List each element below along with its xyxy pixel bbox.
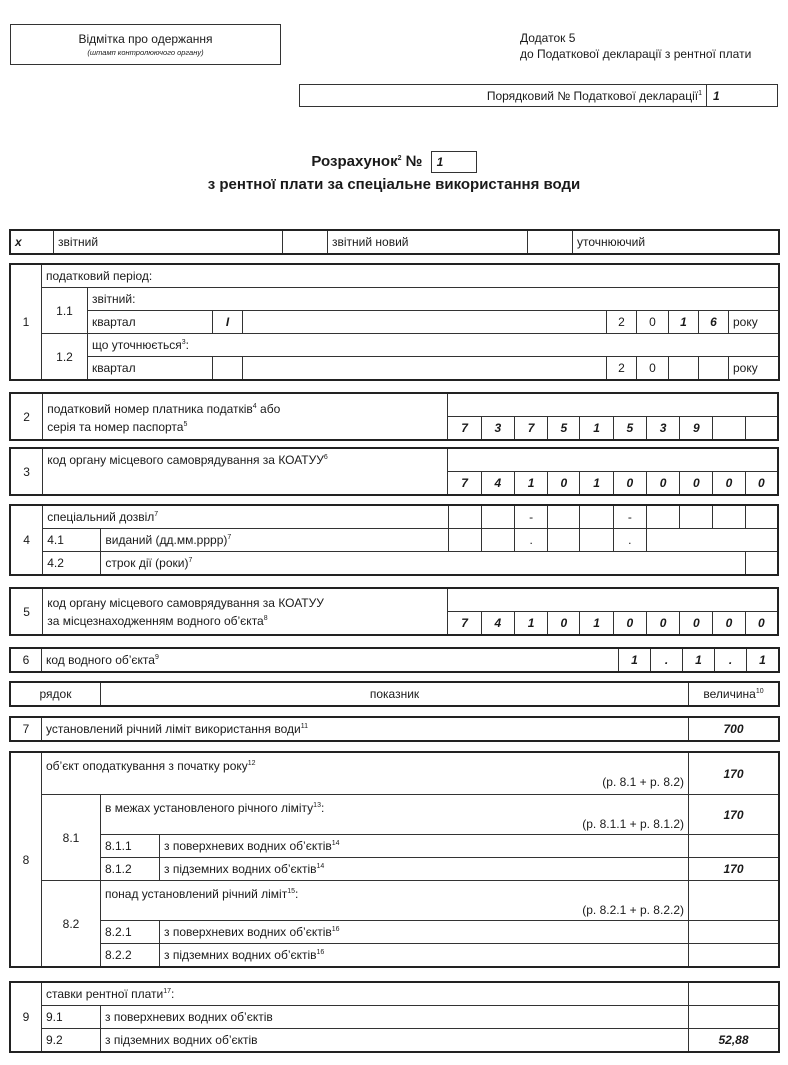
row6-num: 6 — [11, 649, 42, 672]
row92-num: 9.2 — [42, 1029, 101, 1052]
row2-num: 2 — [11, 394, 43, 440]
row7-num: 7 — [11, 718, 42, 741]
type-mark-reporting-new[interactable] — [283, 231, 328, 254]
row2-digit[interactable]: 7 — [514, 417, 547, 440]
row5-num: 5 — [11, 589, 43, 635]
row3-num: 3 — [11, 449, 43, 495]
row822-value[interactable] — [689, 944, 779, 967]
row41-blank — [646, 529, 777, 552]
row4-permit-table — [10, 505, 778, 575]
row12-num: 1.2 — [42, 334, 88, 380]
row811-value[interactable] — [689, 835, 779, 858]
row5-digit[interactable]: 0 — [745, 612, 777, 635]
row1-num: 1 — [11, 265, 42, 380]
header-value: величина$^{10}$ — [689, 683, 779, 706]
row5-digit[interactable]: 4 — [481, 612, 514, 635]
row2-tax-number-table — [10, 393, 778, 440]
row91-label: з поверхневих водних об’єктів — [101, 1006, 689, 1029]
row6-label: код водного об’єкта$^9$ — [42, 649, 619, 672]
row12-blank — [243, 357, 607, 380]
row8-label: об’єкт оподаткування з початку року$^{12}$ (р. 8.1 + р. 8.2) — [42, 753, 689, 795]
row12-label: що уточнюється$^3$: — [88, 334, 779, 357]
row2-digit[interactable]: 5 — [613, 417, 646, 440]
indicator-header-table — [10, 682, 779, 706]
row5-digit[interactable]: 0 — [680, 612, 713, 635]
row3-digit[interactable]: 0 — [713, 472, 745, 495]
row12-quarter-label: квартал — [88, 357, 213, 380]
row1-tax-period-table — [10, 264, 779, 380]
stamp-title: Відмітка про одержання — [78, 32, 213, 46]
header-indicator: показник — [101, 683, 689, 706]
row91-value[interactable] — [689, 1006, 779, 1029]
row81-label: в межах установленого річного ліміту$^{13}$: (р. 8.1.1 + р. 8.1.2) — [101, 795, 689, 835]
row4-cell[interactable] — [713, 506, 745, 529]
row4-cell[interactable] — [548, 506, 580, 529]
row42-num: 4.2 — [43, 552, 101, 575]
row821-num: 8.2.1 — [101, 921, 160, 944]
declaration-ordinal-box — [299, 84, 778, 107]
row41-cell[interactable] — [580, 529, 613, 552]
row11-year-digit[interactable]: 6 — [699, 311, 729, 334]
row12-year-label: року — [729, 357, 779, 380]
row41-cell[interactable] — [548, 529, 580, 552]
row41-label: виданий (дд.мм.рррр)$^7$ — [101, 529, 448, 552]
row82-label: понад установлений річний ліміт$^{15}$: (р. 8.2.1 + р. 8.2.2) — [101, 881, 689, 921]
row4-label: спеціальний дозвіл$^7$ — [43, 506, 448, 529]
row9-value — [689, 983, 779, 1006]
row1-label: податковий період: — [42, 265, 779, 288]
header-row: рядок — [11, 683, 101, 706]
row7-label: установлений річний ліміт використання води$^{11}$ — [42, 718, 689, 741]
row8-tax-object-table — [10, 752, 779, 967]
stamp-subtitle: (штамп контролюючого органу) — [87, 48, 204, 57]
row4-cell[interactable] — [448, 506, 481, 529]
receipt-stamp-box — [10, 24, 281, 65]
row82-value[interactable] — [689, 881, 779, 921]
row7-value[interactable]: 700 — [689, 718, 779, 741]
row12-year-digit[interactable] — [699, 357, 729, 380]
row5-digit[interactable]: 1 — [580, 612, 613, 635]
row41-cell[interactable] — [481, 529, 514, 552]
row6-code-cell[interactable]: 1 — [747, 649, 779, 672]
row4-cell[interactable] — [580, 506, 613, 529]
row11-blank — [243, 311, 607, 334]
row81-formula: (р. 8.1.1 + р. 8.1.2) — [582, 817, 684, 831]
row821-label: з поверхневих водних об’єктів$^{16}$ — [160, 921, 689, 944]
row4-cell[interactable] — [745, 506, 777, 529]
row5-label: код органу місцевого самоврядування за КОАТУУ за місцезнаходженням водного об’єкта$^8$ — [43, 589, 448, 635]
row4-cell[interactable] — [680, 506, 713, 529]
row11-year-digit[interactable]: 0 — [637, 311, 669, 334]
row3-digit[interactable]: 4 — [481, 472, 514, 495]
row12-year-digit[interactable]: 0 — [637, 357, 669, 380]
type-reporting-label: звітний — [54, 231, 283, 254]
row6-code-cell[interactable]: . — [651, 649, 683, 672]
row11-num: 1.1 — [42, 288, 88, 334]
row9-label: ставки рентної плати$^{17}$: — [42, 983, 689, 1006]
row5-koatuu-water-table — [10, 588, 778, 635]
row92-label: з підземних водних об’єктів — [101, 1029, 689, 1052]
row5-digit[interactable]: 0 — [646, 612, 679, 635]
row11-label: звітний: — [88, 288, 779, 311]
row812-label: з підземних водних об’єктів$^{14}$ — [160, 858, 689, 881]
row822-label: з підземних водних об’єктів$^{16}$ — [160, 944, 689, 967]
ordinal-value[interactable]: 1 — [706, 85, 778, 106]
addendum-note — [520, 30, 751, 62]
calculation-title: Розрахунок$^2$ № 1 — [0, 151, 788, 173]
row8-formula: (р. 8.1 + р. 8.2) — [602, 775, 684, 789]
row11-year-label: року — [729, 311, 779, 334]
row11-quarter-label: квартал — [88, 311, 213, 334]
row3-digit[interactable]: 0 — [680, 472, 713, 495]
row4-cell[interactable]: - — [613, 506, 646, 529]
row42-label: строк дії (роки)$^7$ — [101, 552, 745, 575]
row5-digit[interactable]: 0 — [613, 612, 646, 635]
row2-digit[interactable]: 1 — [580, 417, 613, 440]
addendum-line1: Додаток 5 — [520, 31, 576, 45]
row7-limit-table — [10, 717, 779, 741]
row3-label: код органу місцевого самоврядування за КОАТУУ$^6$ — [43, 449, 448, 495]
row12-year-digit[interactable]: 2 — [607, 357, 637, 380]
row8-value[interactable]: 170 — [689, 753, 779, 795]
row5-digit[interactable]: 7 — [448, 612, 481, 635]
row4-cell[interactable] — [481, 506, 514, 529]
row5-digit[interactable]: 0 — [713, 612, 745, 635]
row12-year-digit[interactable] — [669, 357, 699, 380]
row812-num: 8.1.2 — [101, 858, 160, 881]
row4-cell[interactable]: - — [515, 506, 548, 529]
row82-num: 8.2 — [42, 881, 101, 967]
row42-field[interactable] — [745, 552, 777, 575]
row2-spacer — [448, 394, 778, 417]
row822-num: 8.2.2 — [101, 944, 160, 967]
row11-year-digit[interactable]: 2 — [607, 311, 637, 334]
row3-spacer — [448, 449, 778, 472]
type-mark-reporting[interactable]: x — [11, 231, 54, 254]
calculation-number-field[interactable]: 1 — [431, 151, 477, 173]
row41-num: 4.1 — [43, 529, 101, 552]
row41-cell[interactable]: . — [613, 529, 646, 552]
row2-digit[interactable]: 3 — [481, 417, 514, 440]
row811-label: з поверхневих водних об’єктів$^{14}$ — [160, 835, 689, 858]
row3-digit[interactable]: 0 — [745, 472, 777, 495]
row5-digit[interactable]: 1 — [514, 612, 547, 635]
row11-quarter-field[interactable]: I — [213, 311, 243, 334]
row3-digit[interactable]: 1 — [514, 472, 547, 495]
row4-cell[interactable] — [646, 506, 679, 529]
row2-label: податковий номер платника податків$^4$ або серія та номер паспорта$^5$ — [43, 394, 448, 440]
row6-code-cell[interactable]: . — [715, 649, 747, 672]
row41-cell[interactable]: . — [515, 529, 548, 552]
row12-quarter-field[interactable] — [213, 357, 243, 380]
declaration-type-table — [10, 230, 779, 254]
row3-digit[interactable]: 0 — [646, 472, 679, 495]
row2-digit[interactable]: 7 — [448, 417, 481, 440]
row5-digit[interactable]: 0 — [548, 612, 580, 635]
type-mark-clarifying[interactable] — [528, 231, 573, 254]
row8-num: 8 — [11, 753, 42, 967]
row4-num: 4 — [11, 506, 43, 575]
row2-digit[interactable]: 3 — [646, 417, 679, 440]
row3-digit[interactable]: 0 — [613, 472, 646, 495]
ordinal-label: Порядковий № Податкової декларації$^1$ — [486, 89, 702, 103]
calculation-subtitle: з рентної плати за спеціальне використання води — [207, 176, 581, 193]
row3-digit[interactable]: 1 — [580, 472, 613, 495]
row92-value[interactable]: 52,88 — [689, 1029, 779, 1052]
row2-digit[interactable]: 9 — [680, 417, 713, 440]
row81-value[interactable]: 170 — [689, 795, 779, 835]
row9-num: 9 — [11, 983, 42, 1052]
row3-koatuu-table — [10, 448, 778, 495]
row821-value[interactable] — [689, 921, 779, 944]
row2-digit[interactable] — [745, 417, 777, 440]
row5-spacer — [448, 589, 778, 612]
row3-digit[interactable]: 7 — [448, 472, 481, 495]
row91-num: 9.1 — [42, 1006, 101, 1029]
addendum-line2: до Податкової декларації з рентної плати — [520, 47, 752, 61]
row812-value[interactable]: 170 — [689, 858, 779, 881]
row9-rates-table — [10, 982, 779, 1052]
type-reporting-new-label: звітний новий — [328, 231, 528, 254]
row82-formula: (р. 8.2.1 + р. 8.2.2) — [582, 903, 684, 917]
row41-cell[interactable] — [448, 529, 481, 552]
type-clarifying-label: уточнюючий — [573, 231, 779, 254]
row3-digit[interactable]: 0 — [548, 472, 580, 495]
row81-num: 8.1 — [42, 795, 101, 881]
row6-water-code-table — [10, 648, 779, 672]
row2-digit[interactable] — [713, 417, 745, 440]
row6-code-cell[interactable]: 1 — [683, 649, 715, 672]
row11-year-digit[interactable]: 1 — [669, 311, 699, 334]
row6-code-cell[interactable]: 1 — [619, 649, 651, 672]
row811-num: 8.1.1 — [101, 835, 160, 858]
row2-digit[interactable]: 5 — [548, 417, 580, 440]
